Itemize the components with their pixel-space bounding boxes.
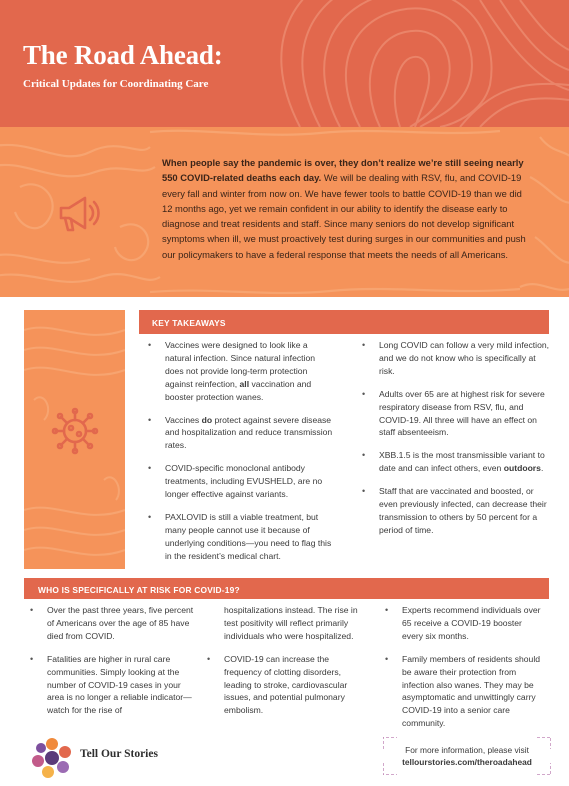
- item-emphasis: all: [239, 378, 250, 389]
- bullet-icon: •: [385, 653, 389, 664]
- item-emphasis: outdoors: [503, 463, 541, 474]
- list-item: [30, 604, 200, 643]
- info-box-corner-brackets: [383, 737, 551, 775]
- bullet-icon: •: [362, 486, 366, 497]
- risk-column-3: [385, 604, 545, 740]
- bullet-icon: •: [148, 414, 152, 425]
- bullet-icon: •: [362, 388, 366, 399]
- list-item: [362, 388, 552, 440]
- risk-column-2: [207, 604, 365, 727]
- list-item: [148, 414, 336, 453]
- info-text: For more information, please visit: [405, 745, 529, 755]
- more-info-box: [383, 737, 551, 775]
- item-text: Vaccines were designed to look like a natural infection. Since natural infection does not provide long-term protection against reinfection,: [165, 340, 316, 389]
- bullet-icon: •: [362, 450, 366, 461]
- intro-section: [0, 127, 569, 297]
- item-text: vaccination and booster protection wanes.: [165, 378, 312, 402]
- item-text: PAXLOVID is still a viable treatment, but many people cannot use it because of underlying conditions—you need to flag this in the resident’s medical chart.: [165, 511, 332, 561]
- takeaways-side-panel: [24, 310, 125, 569]
- item-text: Experts recommend individuals over 65 receive a COVID-19 booster every six months.: [402, 605, 541, 641]
- bullet-icon: •: [30, 605, 34, 615]
- intro-lead: When people say the pandemic is over, they don’t realize we’re still seeing nearly 550 COVID-related deaths each day.: [162, 157, 524, 184]
- list-item: [148, 339, 336, 404]
- header-banner: [0, 0, 569, 127]
- risk-heading: WHO IS SPECIFICALLY AT RISK FOR COVID-19?: [24, 578, 549, 599]
- key-takeaways-heading: KEY TAKEAWAYS: [139, 310, 549, 334]
- risk-continuation-text: hospitalizations instead. The rise in test positivity will reflect primarily individuals who were hospitalized.: [224, 605, 358, 641]
- risk-column-1: [30, 604, 200, 727]
- item-text: Fatalities are higher in rural care communities. Simply looking at the number of COVID-19 cases in your area is no longer a reliable indicator—watch for the rise of: [47, 653, 192, 716]
- page-subtitle: Critical Updates for Coordinating Care: [23, 78, 209, 90]
- key-takeaways-left-column: [148, 339, 336, 573]
- bullet-icon: •: [148, 511, 152, 522]
- tell-our-stories-logo: [29, 735, 75, 781]
- list-item: [362, 449, 552, 475]
- item-text: protect against severe disease and hospitalization and reduce transmission rates.: [165, 414, 333, 451]
- bullet-icon: •: [30, 653, 34, 664]
- bullet-icon: •: [207, 653, 211, 664]
- item-text: Adults over 65 are at highest risk for severe respiratory disease from RSV, flu, and COVID-19. All three will have an effect on staff absenteeism.: [379, 388, 545, 438]
- megaphone-icon: [55, 192, 103, 238]
- item-text: COVID-specific monoclonal antibody treatments, including EVUSHELD, are no longer effective against variants.: [165, 463, 323, 500]
- list-item: [148, 462, 336, 501]
- item-text: Long COVID can follow a very mild infection, and we do not know who is specifically at risk.: [379, 340, 550, 376]
- item-text: Staff that are vaccinated and boosted, or even previously infected, can decrease their transmission to others by 50 percent for a period of time.: [379, 486, 547, 535]
- intro-paragraph: [162, 155, 534, 262]
- bullet-icon: •: [385, 605, 389, 615]
- page-title: The Road Ahead:: [23, 40, 223, 70]
- item-emphasis: do: [201, 414, 213, 425]
- bullet-icon: •: [148, 463, 152, 474]
- item-text: .: [540, 463, 544, 474]
- info-link[interactable]: tellourstories.com/theroadahead: [402, 757, 532, 767]
- list-item: [30, 653, 200, 718]
- logo-text: Tell Our Stories: [80, 748, 158, 760]
- virus-icon: [50, 406, 100, 456]
- bullet-icon: •: [148, 340, 152, 350]
- item-text: COVID-19 can increase the frequency of clotting disorders, leading to stroke, cardiovascular issues, and potential pulmonary embolism.: [224, 653, 348, 716]
- list-item: [362, 485, 552, 537]
- item-text: Over the past three years, five percent of Americans over the age of 85 have died from COVID.: [47, 605, 194, 641]
- intro-body: We will be dealing with RSV, flu, and COVID-19 every fall and winter from now on. We have fewer tools to battle COVID-19 than we did 12 months ago, yet we remain confident in our ability to identify the disease early to diagnose and treat residents and staff. Since many seniors do not develop significant symptoms when ill, we must proactively test during surges in our communities and push our policymakers to have a federal response that meets the needs of all Americans.: [162, 172, 526, 260]
- item-text: Family members of residents should be aware their protection from infection also wanes. They may be asymptomatic and unwittingly carry COVID-19 into a senior care community.: [402, 653, 541, 729]
- list-item: [207, 653, 365, 718]
- key-takeaways-right-column: [362, 339, 552, 547]
- list-item: [385, 604, 545, 643]
- list-item: [148, 511, 336, 563]
- item-text: Vaccines: [165, 414, 202, 425]
- list-item: [385, 653, 545, 730]
- bullet-icon: •: [362, 340, 366, 350]
- list-item: [362, 339, 552, 378]
- item-text: XBB.1.5 is the most transmissible variant to date and can infect others, even: [379, 450, 545, 474]
